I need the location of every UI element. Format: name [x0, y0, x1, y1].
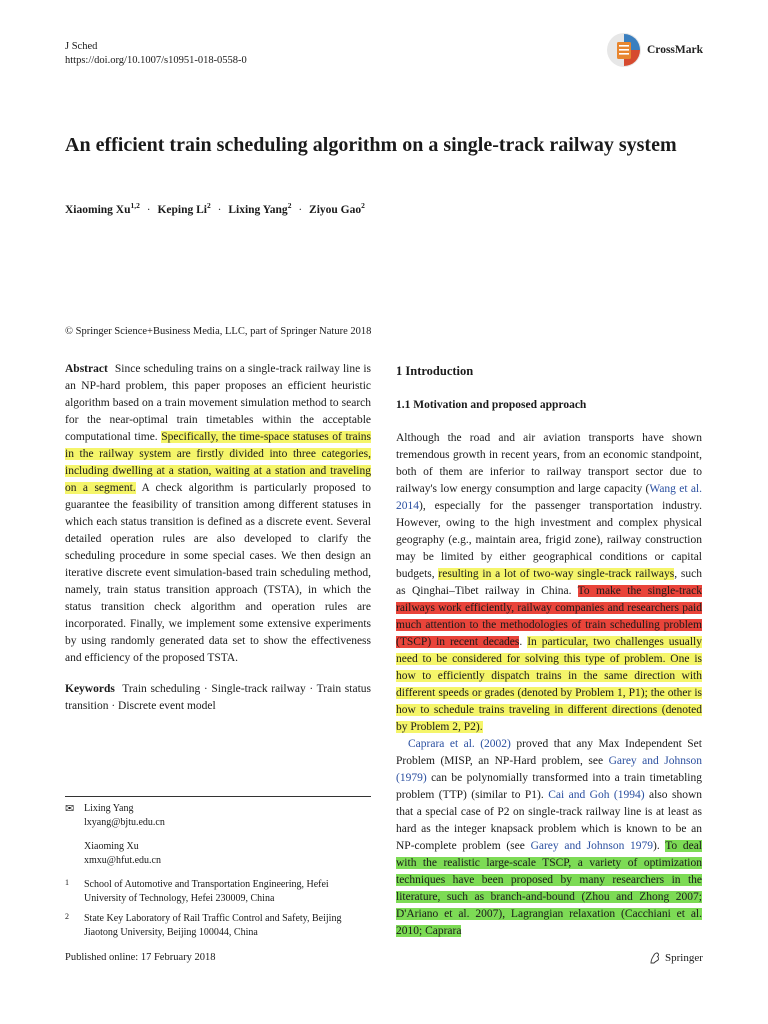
affiliation-number: 2 [65, 912, 69, 921]
body-text: , such as Qinghai–Tibet railway in China. [396, 568, 702, 597]
body-text: . [519, 636, 523, 648]
abstract [65, 361, 371, 667]
author-affiliation-mark: 2 [361, 201, 365, 210]
paper-title: An efficient train scheduling algorithm on a single-track railway system [65, 134, 677, 156]
keywords-label: Keywords [65, 683, 115, 695]
citation-year-link[interactable]: (1994) [613, 789, 645, 801]
body-text: Although the road and air aviation transports have shown tremendous growth in recent years, from an economic standpoint, both of them are inferior to railway transport sector due to railway's low energy consumption and large capacity ( [396, 432, 702, 495]
abstract-text: Since scheduling trains on a single-track railway line is an NP-hard problem, this paper proposes an efficient heuristic algorithm based on a train movement simulation method to search for the near-optimal train timetables within the acceptable computational time. [65, 363, 371, 443]
author-affiliation-mark: 2 [287, 201, 292, 210]
crossmark-badge[interactable] [606, 32, 703, 68]
springer-horse-icon [648, 951, 662, 965]
envelope-icon: ✉ [65, 803, 75, 815]
journal-name: J Sched [65, 41, 98, 52]
author-list: Xiaoming Xu$^{1,2}$ · Keping Li$^2$ · Lixing Yang$^2$ · Ziyou Gao$^2$ [65, 201, 365, 216]
crossmark-icon [606, 32, 642, 68]
abstract-text: A check algorithm is particularly proposed to guarantee the feasibility of transition among different statuses in which each status transition is defined as a discrete event. Several detailed operation rules are also developed to clarify the scheduling procedure in some special cases. We then design an iterative discrete event simulation-based train scheduling method, namely, train status transition approach (TSTA), in which the status transition check algorithm and operation rules are incorporated. Finally, we implement some extensive experiments by using randomly generated data set to show the effectiveness and efficiency of the proposed TSTA. [65, 482, 371, 664]
citation-year-link[interactable]: (1979) [396, 772, 427, 784]
left-column [65, 361, 371, 715]
abstract-label: Abstract [65, 363, 108, 375]
right-column [396, 361, 702, 940]
citation-link[interactable]: Wang et al. 2014 [396, 483, 702, 512]
correspondence-block [65, 796, 371, 940]
highlight-yellow: In particular, two challenges usually need to be considered for solving this type of problem. One is how to efficiently dispatch trains in the same direction with different speeds or grades (denoted by Problem 1, P1); the other is how to schedule trains traveling in different directions (denoted by Problem 2, P2). [396, 636, 702, 733]
highlight-red: To make the single-track railways work efficiently, railway companies and researchers paid much attention to the methodologies of train scheduling problem (TSCP) in recent decades [396, 585, 702, 648]
author-affiliation-mark: 2 [207, 201, 211, 210]
subsection-heading: 1.1 Motivation and proposed approach [396, 399, 587, 411]
highlight-yellow: resulting in a lot of two-way single-track railways [438, 568, 675, 580]
body-text: ), especially for the passenger transportation industry. However, owing to the high investment and complex physical geography (e.g., maintain area, frigid zone), railway construction may be limited by either geographical conditions or capital budgets, [396, 500, 702, 580]
affiliation [65, 912, 371, 940]
body-text: proved that any Max Independent Set Problem (MISP, an NP-Hard problem, see [396, 738, 702, 767]
publisher-name: Springer [665, 952, 703, 964]
affiliation-text: School of Automotive and Transportation Engineering, Hefei University of Technology, Hefei 230009, China [84, 879, 329, 904]
doi-link[interactable]: https://doi.org/10.1007/s10951-018-0558-0 [65, 55, 247, 66]
copyright-notice: © Springer Science+Business Media, LLC, part of Springer Nature 2018 [65, 326, 372, 337]
abstract-highlight-yellow: Specifically, the time-space statuses of trains in the railway system are firstly divided into three categories, including dwelling at a station, waiting at a station and traveling on a segment. [65, 431, 372, 494]
author-name: Keping Li [157, 203, 207, 216]
intro-paragraph-1 [396, 430, 702, 736]
body-text: can be polynomially transformed into a train timetabling problem (TTP) (similar to P1). [396, 772, 703, 801]
affiliation [65, 878, 371, 906]
affiliation-number: 1 [65, 878, 69, 887]
affiliation-text: State Key Laboratory of Rail Traffic Control and Safety, Beijing Jiaotong University, Beijing 100044, China [84, 913, 342, 938]
author-name: Lixing Yang [228, 203, 288, 216]
coauthor-email[interactable]: xmxu@hfut.edu.cn [84, 855, 161, 866]
journal-header [65, 40, 247, 68]
citation-link[interactable]: Cai and Goh [548, 789, 610, 801]
corresponding-author-name: Lixing Yang [84, 803, 134, 814]
keywords [65, 681, 371, 715]
body-text: also shown that a special case of P2 on single-track railway line is at least as hard as the integer knapsack problem which is known to be an NP-complete problem (see [396, 789, 702, 852]
publisher-logo [648, 951, 703, 965]
highlight-green: To deal with the realistic large-scale TSCP, a variety of optimization techniques have been proposed by many researchers in the literature, such as branch-and-bound (Zhou and Zhong 2007; D'Ariano et al. 2007), Lagrangian relaxation (Cacchiani et al. 2010; Caprara [396, 840, 703, 937]
crossmark-label: CrossMark [647, 44, 704, 56]
corresponding-author-email[interactable]: lxyang@bjtu.edu.cn [84, 817, 165, 828]
author-name: Ziyou Gao [309, 203, 362, 216]
keywords-text: Train scheduling · Single-track railway · Train status transition · Discrete event model [65, 683, 372, 712]
coauthor-name: Xiaoming Xu [84, 841, 139, 852]
citation-year-link[interactable]: (2002) [480, 738, 511, 750]
citation-link[interactable]: Garey and Johnson 1979 [530, 840, 653, 852]
body-text: ). [653, 840, 660, 852]
author-name: Xiaoming Xu [65, 203, 131, 216]
section-heading: 1 Introduction [396, 364, 474, 378]
citation-link[interactable]: Caprara et al. [408, 738, 475, 750]
publication-date: Published online: 17 February 2018 [65, 952, 216, 963]
citation-link[interactable]: Garey and Johnson [608, 755, 702, 767]
author-affiliation-mark: 1,2 [130, 201, 140, 210]
intro-paragraph-2 [396, 736, 702, 940]
